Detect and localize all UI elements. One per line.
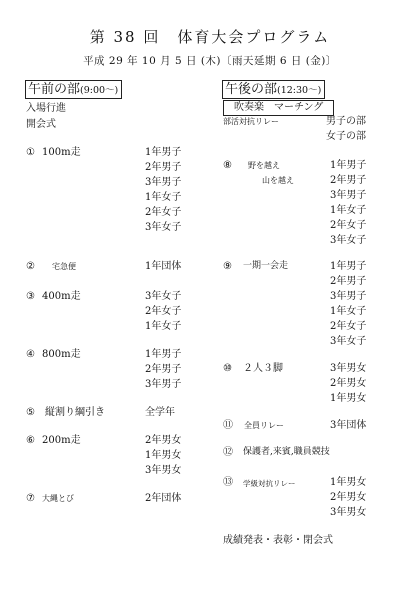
event-date: 平成 29 年 10 月 5 日 (木)〔雨天延期 6 日 (金)〕 xyxy=(83,55,337,67)
opening-item: 開会式 xyxy=(26,119,56,130)
event-group: 2年女子 xyxy=(145,207,182,218)
event-name: 宅急便 xyxy=(52,262,76,271)
event-group: 3年男女 xyxy=(330,363,367,374)
club-relay-name: 部活対抗リレー xyxy=(223,117,279,126)
event-group: 1年団体 xyxy=(145,261,182,272)
event-group: 2年男子 xyxy=(330,175,367,186)
event-group: 3年女子 xyxy=(330,336,367,347)
event-group: 1年女子 xyxy=(330,205,367,216)
event-number: ⑪ xyxy=(223,420,233,431)
event-number: ④ xyxy=(26,349,35,360)
band-marching-box: 吹奏楽 マーチング xyxy=(223,100,334,116)
event-number: ② xyxy=(26,261,35,272)
event-name: ２人３脚 xyxy=(243,363,283,374)
afternoon-section-heading xyxy=(222,80,325,99)
event-group: 1年女子 xyxy=(330,306,367,317)
event-number: ⑬ xyxy=(223,477,233,488)
event-name: 全員リレー xyxy=(244,421,284,430)
event-name: 800m走 xyxy=(42,349,81,360)
event-name: 100m走 xyxy=(42,147,81,158)
event-group: 全学年 xyxy=(145,407,175,418)
event-name-part: 山を越え xyxy=(262,176,294,185)
event-group: 1年女子 xyxy=(145,321,182,332)
event-number: ① xyxy=(26,147,35,158)
event-number: ⑤ xyxy=(26,407,35,418)
event-name: 学級対抗リレー xyxy=(243,479,296,488)
opening-item: 入場行進 xyxy=(26,103,66,114)
event-group: 1年男子 xyxy=(330,261,367,272)
event-group: 1年男子 xyxy=(330,160,367,171)
event-group: 2年男子 xyxy=(145,162,182,173)
page-title: 第 38 回 体育大会プログラム xyxy=(89,28,331,46)
event-number: ⑥ xyxy=(26,435,35,446)
event-group: 3年団体 xyxy=(330,420,367,431)
closing-ceremony: 成績発表・表彰・閉会式 xyxy=(223,535,333,546)
event-group: 2年男女 xyxy=(330,378,367,389)
event-group: 1年男女 xyxy=(330,477,367,488)
event-name: 大縄とび xyxy=(42,494,74,503)
event-name: 200m走 xyxy=(42,435,81,446)
event-group: 2年男子 xyxy=(330,276,367,287)
event-name-part: 野を越え xyxy=(248,161,280,170)
club-relay-group: 男子の部 xyxy=(326,116,366,127)
event-group: 3年男女 xyxy=(145,465,182,476)
event-group: 3年女子 xyxy=(145,291,182,302)
event-group: 2年女子 xyxy=(330,321,367,332)
morning-heading-label: 午前の部 xyxy=(28,82,81,97)
event-group: 2年男女 xyxy=(330,492,367,503)
event-group: 3年男子 xyxy=(145,177,182,188)
event-group: 3年男子 xyxy=(145,379,182,390)
event-group: 2年女子 xyxy=(330,220,367,231)
event-name: 400m走 xyxy=(42,291,81,302)
event-group: 2年女子 xyxy=(145,306,182,317)
club-relay-group: 女子の部 xyxy=(326,131,366,142)
afternoon-heading-label: 午後の部 xyxy=(225,82,278,97)
event-number: ⑧ xyxy=(223,160,232,171)
event-group: 1年男子 xyxy=(145,349,182,360)
event-group: 3年男女 xyxy=(330,507,367,518)
event-group: 2年男女 xyxy=(145,435,182,446)
morning-start-time: (9:00～) xyxy=(80,85,119,96)
event-name: 一期一会走 xyxy=(243,261,289,271)
event-number: ⑫ xyxy=(223,447,233,458)
morning-section-heading xyxy=(25,80,122,99)
event-name: 保護者,来賓,職員競技 xyxy=(243,447,330,457)
event-name: 縦割り綱引き xyxy=(45,407,105,418)
event-group: 2年団体 xyxy=(145,493,182,504)
event-group: 3年男子 xyxy=(330,190,367,201)
afternoon-start-time: (12:30～) xyxy=(277,85,322,96)
event-group: 1年女子 xyxy=(145,192,182,203)
event-group: 3年男子 xyxy=(330,291,367,302)
event-number: ⑨ xyxy=(223,261,232,272)
event-group: 1年男子 xyxy=(145,147,182,158)
event-group: 2年男子 xyxy=(145,364,182,375)
event-number: ③ xyxy=(26,291,35,302)
event-number: ⑦ xyxy=(26,493,35,504)
event-group: 1年男女 xyxy=(330,393,367,404)
event-group: 3年女子 xyxy=(330,235,367,246)
event-group: 3年女子 xyxy=(145,222,182,233)
event-group: 1年男女 xyxy=(145,450,182,461)
event-number: ⑩ xyxy=(223,363,232,374)
